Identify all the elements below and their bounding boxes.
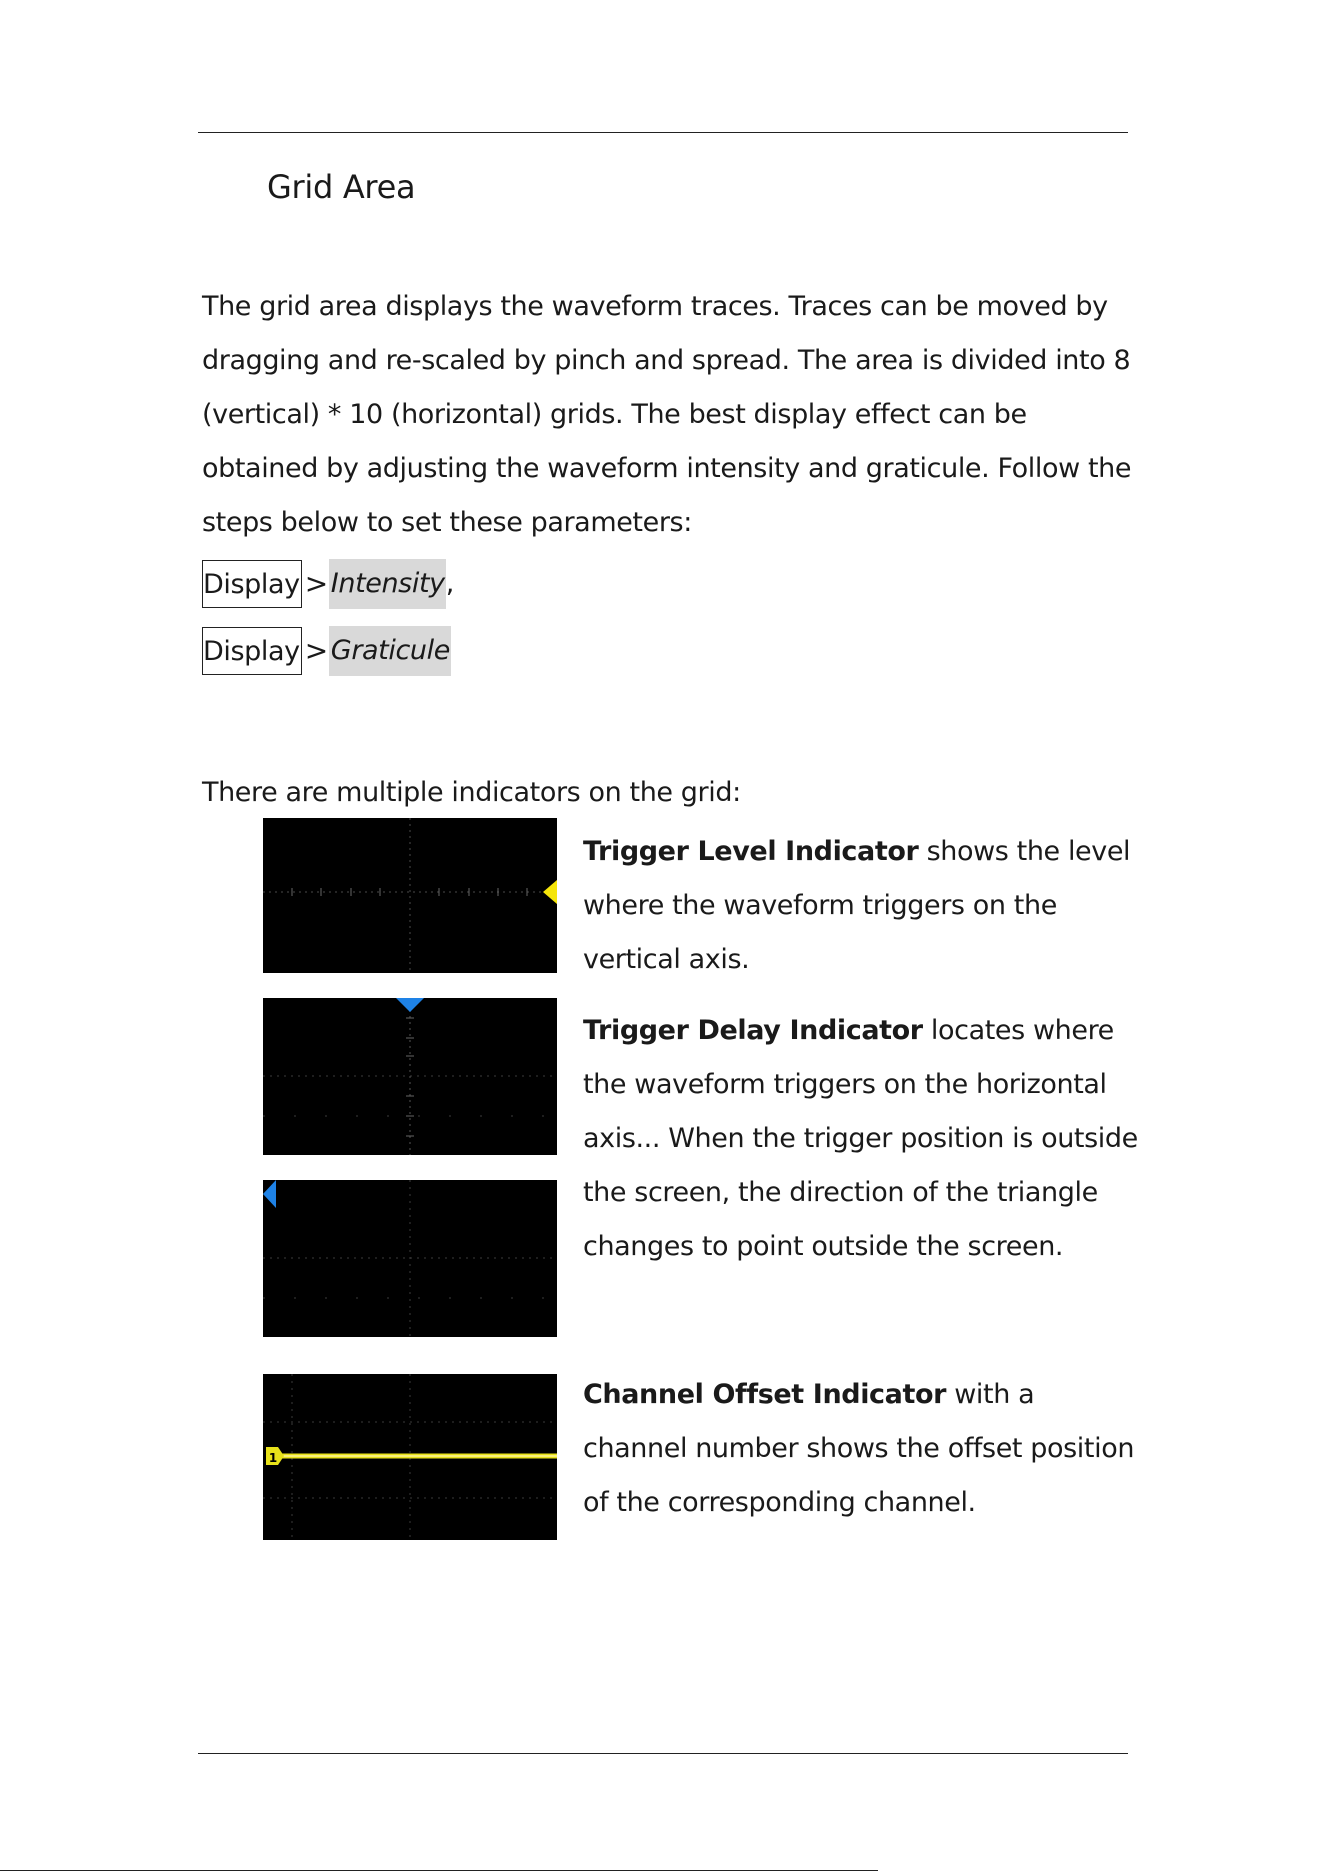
channel-offset-screenshot [263,1374,557,1540]
indicators-intro: There are multiple indicators on the grid: [202,777,741,808]
trigger-level-term: Trigger Level Indicator [583,836,919,867]
trigger-delay-graphic [263,998,557,1155]
header-rule [198,132,1128,133]
menu-path-intensity [202,559,454,609]
trigger-level-text: shows the level where the waveform triggers on the vertical axis. [583,836,1131,975]
trigger-level-screenshot [263,818,557,973]
display-button-label: Display [202,560,302,608]
section-title: Grid Area [267,168,416,206]
intro-paragraph: The grid area displays the waveform traces. Traces can be moved by dragging and re-scaled by pinch and spread. The area is divided into 8 (vertical) * 10 (horizontal) grids. The best display effect can be obtained by adjusting the waveform intensity and graticule. Follow the steps below to set these parameters: [202,291,1132,538]
trigger-delay-marker [396,998,424,1012]
trigger-level-description [583,825,1143,987]
trigger-delay-offscreen-marker [263,1180,276,1208]
intensity-menu-item: Intensity [329,559,446,609]
page-edge-rule [0,1870,878,1871]
graticule-menu-item: Graticule [329,626,451,676]
trigger-delay-text: locates where the waveform triggers on the horizontal axis... When the trigger position is outside the screen, the direction of the triangle changes to point outside the screen. [583,1015,1138,1262]
trigger-delay-description [583,1004,1143,1274]
footer-rule [198,1753,1128,1754]
path-separator: > [304,634,328,667]
menu-path-graticule [202,626,451,676]
display-button-label: Display [202,627,302,675]
trigger-delay-offscreen-screenshot [263,1180,557,1337]
path-separator: > [304,567,328,600]
trigger-level-marker [543,880,557,904]
trigger-delay-term: Trigger Delay Indicator [583,1015,923,1046]
trigger-delay-screenshot [263,998,557,1155]
channel-offset-description [583,1368,1143,1530]
channel-offset-graphic [263,1374,557,1540]
trigger-level-graphic [263,818,557,973]
channel-offset-text: with a channel number shows the offset position of the corresponding channel. [583,1379,1135,1518]
channel-offset-label: 1 [268,1451,278,1465]
trigger-delay-offscreen-graphic [263,1180,557,1337]
channel-offset-term: Channel Offset Indicator [583,1379,947,1410]
path-trailing: , [445,568,454,599]
